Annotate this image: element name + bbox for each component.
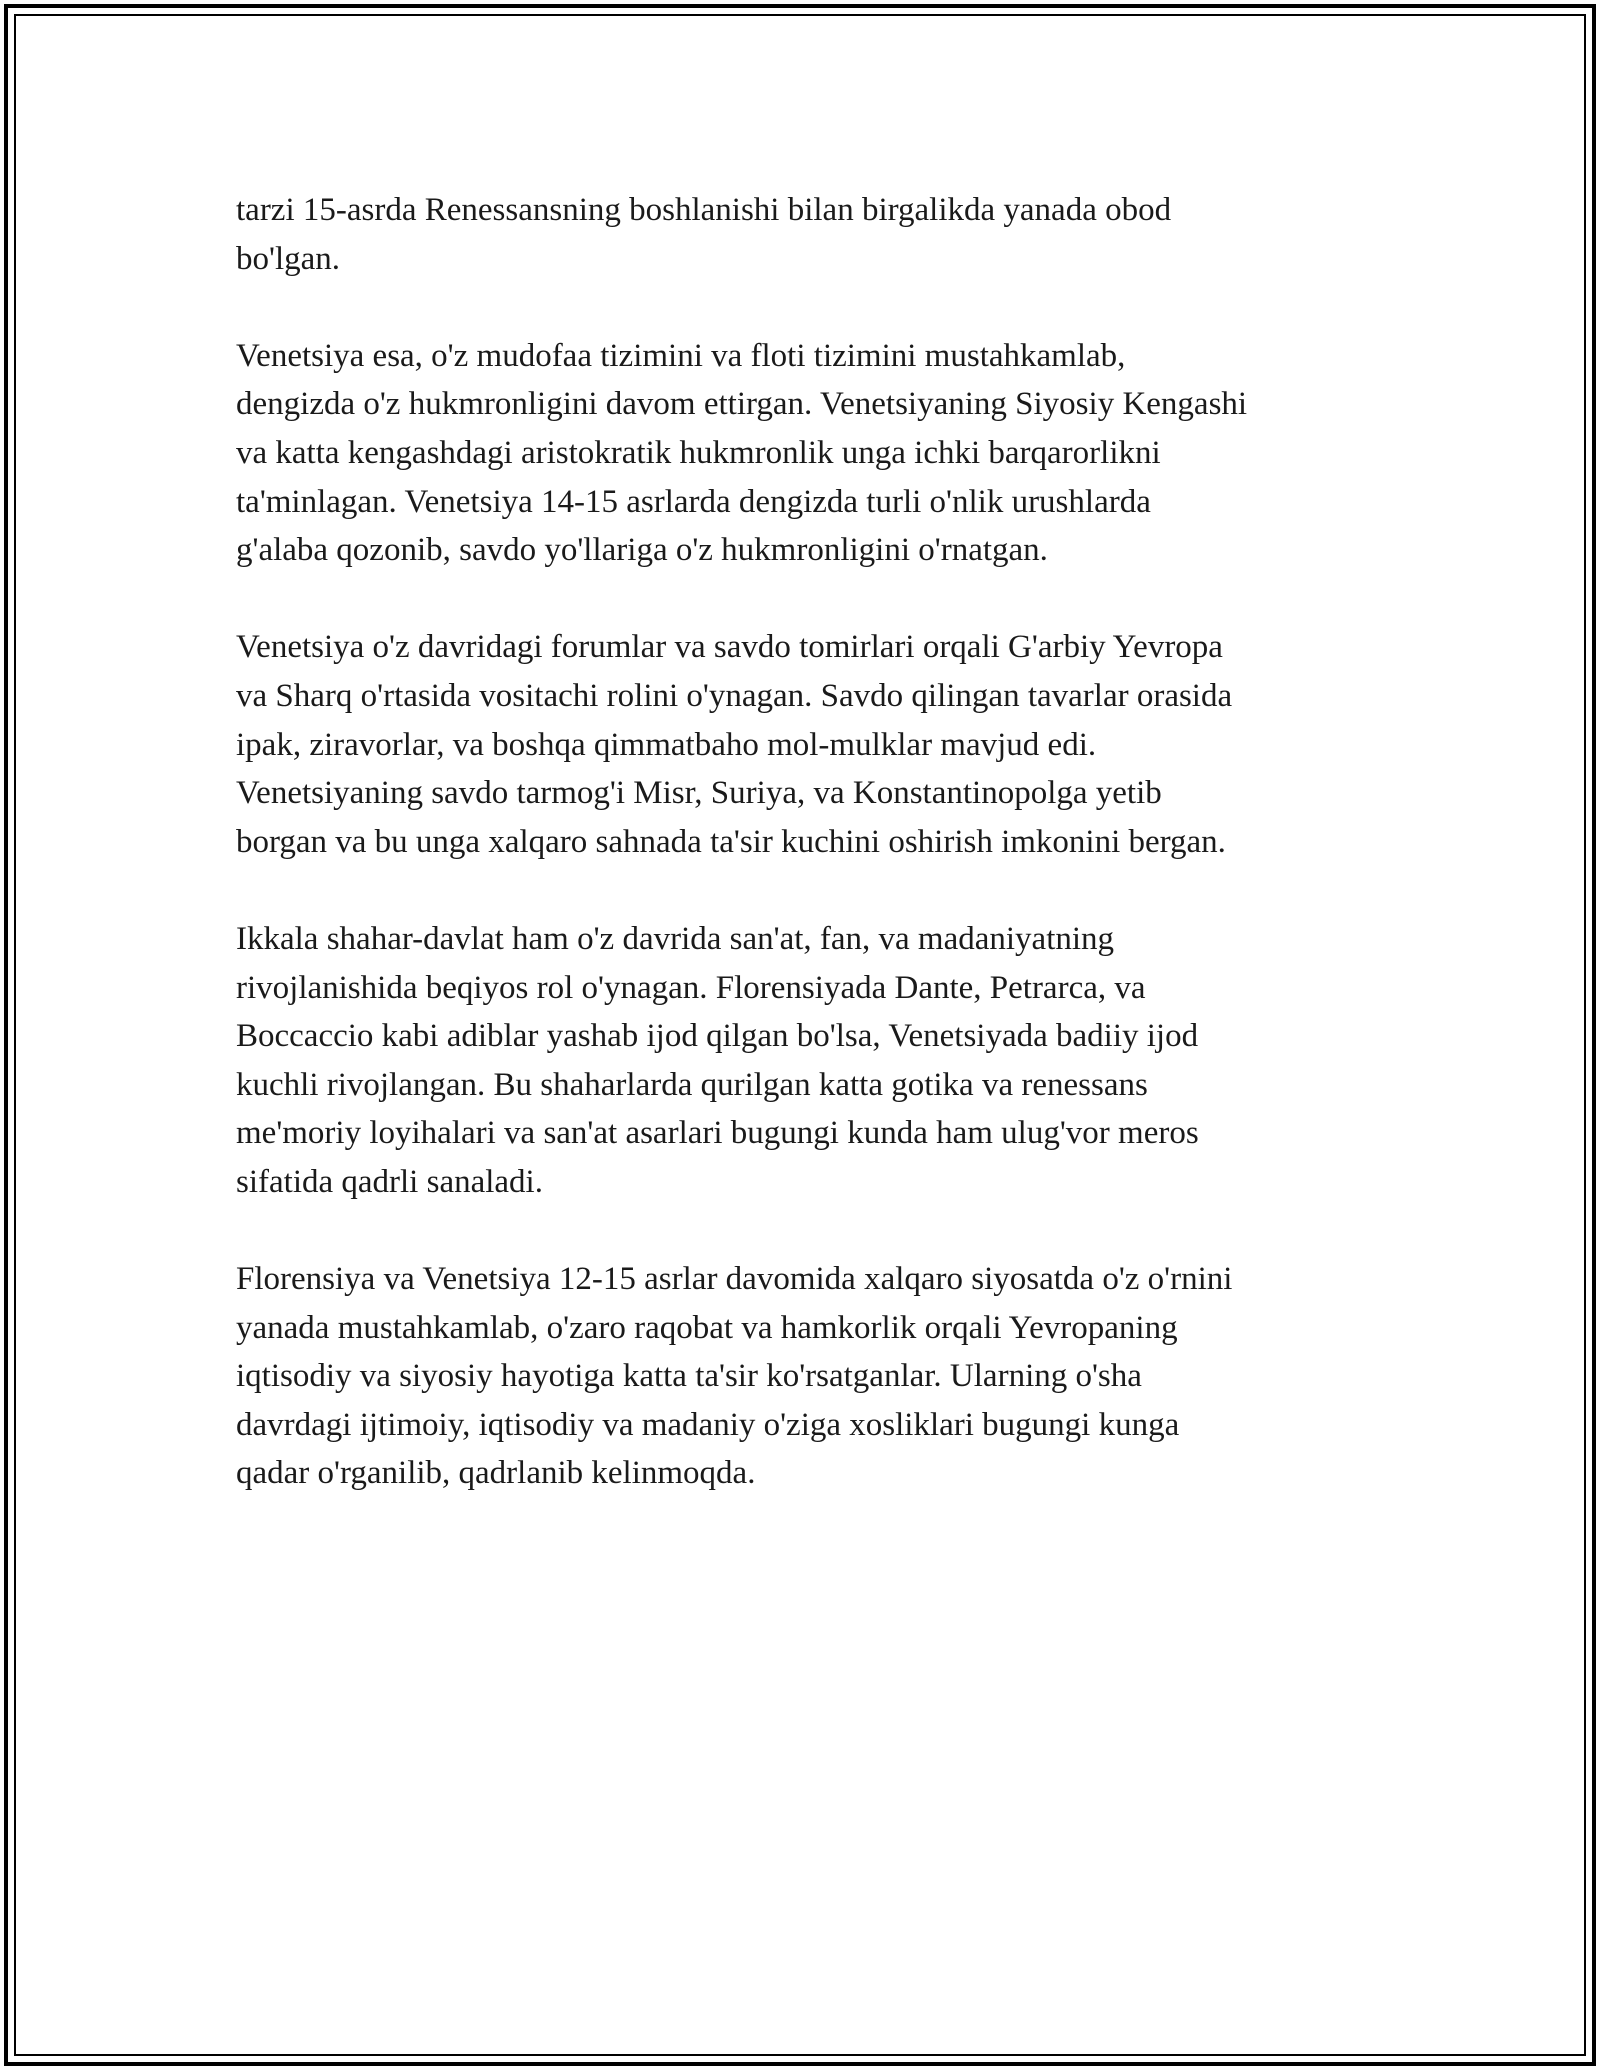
- paragraph-3: [236, 623, 1386, 866]
- text-line: dengizda o'z hukmronligini davom ettirgan. Venetsiyaning Siyosiy Kengashi: [236, 386, 1248, 423]
- text-line: qadar o'rganilib, qadrlanib kelinmoqda.: [236, 1455, 756, 1492]
- text-line: Venetsiyaning savdo tarmog'i Misr, Suriya, va Konstantinopolga yetib: [236, 775, 1162, 812]
- text-line: ta'minlagan. Venetsiya 14-15 asrlarda dengizda turli o'nlik urushlarda: [236, 483, 1151, 520]
- text-line: Venetsiya o'z davridagi forumlar va savdo tomirlari orqali G'arbiy Yevropa: [236, 629, 1223, 666]
- text-line: kuchli rivojlangan. Bu shaharlarda qurilgan katta gotika va renessans: [236, 1066, 1148, 1103]
- paragraph-4: [236, 915, 1386, 1207]
- text-line: g'alaba qozonib, savdo yo'llariga o'z hukmronligini o'rnatgan.: [236, 532, 1048, 569]
- text-line: iqtisodiy va siyosiy hayotiga katta ta'sir ko'rsatganlar. Ularning o'sha: [236, 1358, 1142, 1395]
- document-body: [236, 186, 1386, 1547]
- text-line: me'moriy loyihalari va san'at asarlari bugungi kunda ham ulug'vor meros: [236, 1115, 1199, 1152]
- paragraph-5: [236, 1255, 1386, 1498]
- text-line: va katta kengashdagi aristokratik hukmronlik unga ichki barqarorlikni: [236, 434, 1161, 471]
- text-line: bo'lgan.: [236, 240, 341, 277]
- text-line: davrdagi ijtimoiy, iqtisodiy va madaniy o'ziga xosliklari bugungi kunga: [236, 1406, 1180, 1443]
- text-line: tarzi 15-asrda Renessansning boshlanishi bilan birgalikda yanada obod: [236, 192, 1172, 228]
- text-line: Boccaccio kabi adiblar yashab ijod qilgan bo'lsa, Venetsiyada badiiy ijod: [236, 1018, 1199, 1055]
- text-line: rivojlanishida beqiyos rol o'ynagan. Florensiyada Dante, Petrarca, va: [236, 969, 1146, 1006]
- text-line: ipak, ziravorlar, va boshqa qimmatbaho mol-mulklar mavjud edi.: [236, 726, 1097, 763]
- text-line: sifatida qadrli sanaladi.: [236, 1163, 543, 1200]
- text-line: Florensiya va Venetsiya 12-15 asrlar davomida xalqaro siyosatda o'z o'rnini: [236, 1261, 1233, 1298]
- text-line: va Sharq o'rtasida vositachi rolini o'ynagan. Savdo qilingan tavarlar orasida: [236, 677, 1233, 714]
- text-line: yanada mustahkamlab, o'zaro raqobat va hamkorlik orqali Yevropaning: [236, 1309, 1178, 1346]
- paragraph-2: [236, 332, 1386, 575]
- text-line: borgan va bu unga xalqaro sahnada ta'sir kuchini oshirish imkonini bergan.: [236, 823, 1226, 860]
- paragraph-1: [236, 186, 1386, 283]
- text-line: Ikkala shahar-davlat ham o'z davrida san'at, fan, va madaniyatning: [236, 920, 1115, 957]
- text-line: Venetsiya esa, o'z mudofaa tizimini va floti tizimini mustahkamlab,: [236, 337, 1126, 374]
